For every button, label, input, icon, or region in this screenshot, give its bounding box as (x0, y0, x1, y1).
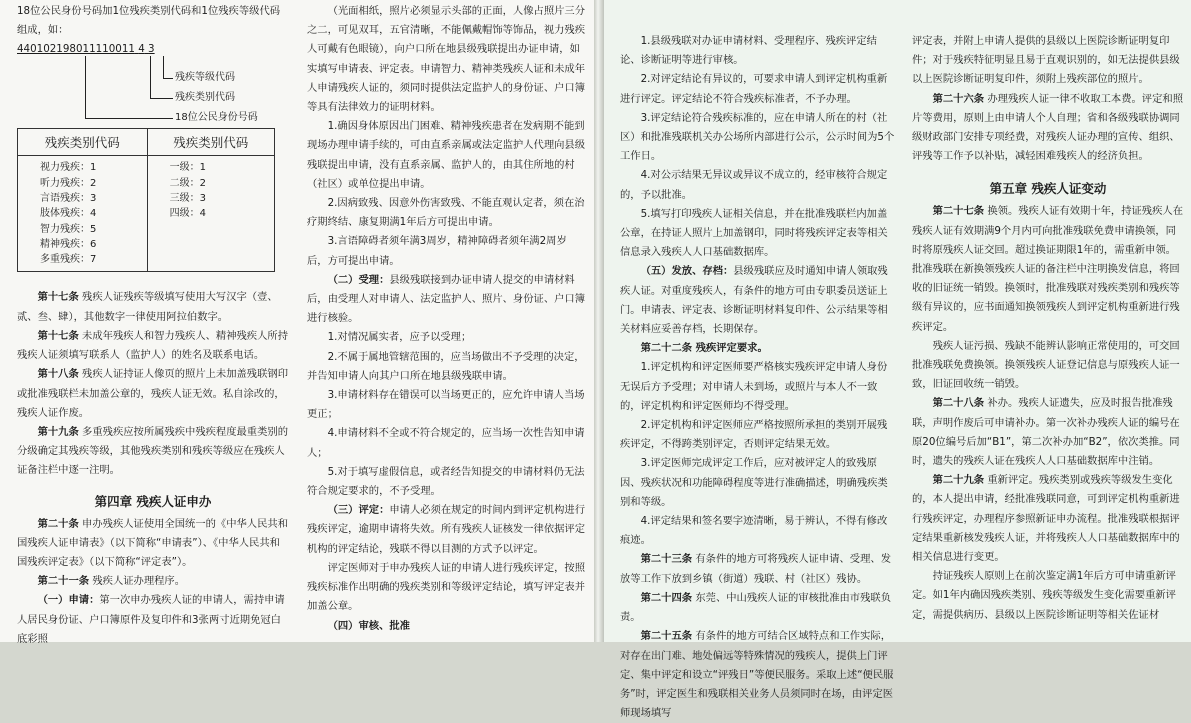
article-17: 第十七条 残疾人证残疾等级填写使用大写汉字（壹、贰、叁、肆），其他数字一律使用阿拉伯数字。 (17, 291, 278, 323)
table-header-category: 残疾类别代码 (18, 129, 148, 156)
accept-item-2: 2.不属于属地管辖范围的，应当场做出不予受理的决定，并告知申请人向其户口所在地县级残联申请。 (307, 350, 585, 382)
article-21: 第二十一条 残疾人证办理程序。 (37, 575, 186, 588)
connector-category (150, 56, 151, 98)
review-item-4: 4.对公示结果无异议或异议不成立的，经审核符合规定的，予以批准。 (620, 169, 888, 201)
apply-item-2: 2.因病致残、因意外伤害致残、不能直观认定者，须在治疗期终结、康复期满1年后方可提出申请。 (307, 197, 585, 229)
issue-section: （五）发放、存档：县级残联应及时通知申请人领取残疾人证。对重度残疾人，有条件的地方可由专职委员送证上门。申请表、评定表、诊断证明材料复印件、公示结果等相关材料应妥善存档，长期保存。 (620, 265, 888, 336)
article-23: 第二十三条 有条件的地方可将残疾人证申请、受理、发放等工作下放到乡镇（街道）残联、村（社区）残协。 (620, 553, 891, 585)
category-table (17, 128, 275, 272)
label-level-code: 残疾等级代码 (175, 72, 235, 84)
category-list: 视力残疾：1 听力残疾：2 言语残疾：3 肢体残疾：4 智力残疾：5 精神残疾：6 多重残疾：7 (40, 162, 97, 266)
apply-section: （一）申请：第一次申办残疾人证的申请人，需持申请人居民身份证、户口簿原件及复印件和3张两寸近期免冠白底彩照 (17, 594, 285, 645)
article-26: 第二十六条 办理残疾人证一律不收取工本费。评定和照片等费用，原则上由申请人个人自理；省和各级残联协调同级财政部门安排专项经费，对残疾人证办理的宣传、组织、评残等工作予以补贴，减轻困难残疾人的经济负担。 (912, 92, 1183, 163)
art22-item-4: 4.评定结果和签名要字迹清晰，易于辨认，不得有修改痕迹。 (620, 515, 888, 547)
accept-item-4: 4.申请材料不全或不符合规定的，应当场一次性告知申请人； (307, 427, 585, 459)
label-id-number: 18位公民身份号码 (175, 112, 258, 124)
article-18: 第十八条 残疾人证持证人像页的照片上未加盖残联钢印或批准残联栏未加盖公章的，残疾人证无效。私自涂改的，残疾人证作废。 (17, 368, 288, 419)
assess-doctor-paragraph: 评定医师对于申办残疾人证的申请人进行残疾评定，按照残疾标准作出明确的残疾类别和等级评定结论，填写评定表并加盖公章。 (307, 561, 586, 613)
review-item-2: 2.对评定结论有异议的，可要求申请人到评定机构重新进行评定。评定结论不符合残疾标准者，不予办理。 (620, 73, 888, 105)
art22-item-2: 2.评定机构和评定医师应严格按照所承担的类别开展残疾评定，不得跨类别评定，否则评定结果无效。 (620, 419, 888, 451)
accept-item-5: 5.对于填写虚假信息，或者经告知提交的申请材料仍无法符合规定要求的，不予受理。 (307, 465, 585, 498)
reissue-paragraph: 残疾人证污损、残缺不能辨认影响正常使用的，可交回批准残联免费换领。换领残疾人证登记信息与原残疾人证一致，旧证回收统一销毁。 (912, 339, 1180, 391)
review-item-3: 3.评定结论符合残疾标准的，应在申请人所在的村（社区）和批准残联机关办公场所内部进行公示，公示时间为5个工作日。 (620, 111, 895, 163)
table-header-level: 残疾类别代码 (147, 129, 274, 156)
art22-item-3: 3.评定医师完成评定工作后，应对被评定人的致残原因、残疾状况和功能障碍程度等进行准确描述，明确残疾类别和等级。 (620, 457, 888, 508)
page-gutter (594, 0, 604, 642)
apply-item-1: 1.确因身体原因出门困难、精神残疾患者在发病期不能到现场办理申请手续的，可由直系亲属或法定监护人代理向县级残联提出申请，没有直系亲属、监护人的，由其住所地的村（社区）或单位提出申请。 (307, 120, 586, 190)
code-example: 440102198011110011 4 3 (17, 43, 155, 56)
left-page (0, 0, 594, 645)
review-item-1: 1.县级残联对办证申请材料、受理程序、残疾评定结论、诊断证明等进行审核。 (620, 35, 877, 67)
art22-item-1: 1.评定机构和评定医师要严格核实残疾评定申请人身份无误后方予受理；对申请人未到场，或照片与本人不一致的，评定机构和评定医师均不得受理。 (620, 361, 888, 412)
connector-id (85, 56, 86, 118)
assess-section: （三）评定：申请人必须在规定的时间内到评定机构进行残疾评定，逾期申请将失效。所有残疾人证核发一律依据评定机构的评定结论，残联不得以目测的方式予以评定。 (307, 504, 586, 555)
art25-continued: 评定表，并附上申请人提供的县级以上医院诊断证明复印件；对于残疾特征明显且易于直观识别的，如无法提供县级以上医院诊断证明复印件，须附上残疾部位的照片。 (912, 35, 1180, 86)
reassess-paragraph: 持证残疾人原则上在前次鉴定满1年后方可申请重新评定。如1年内确因残疾类别、残疾等级发生变化需要重新评定，需提供病历、县级以上医院诊断证明等相关佐证材 (912, 570, 1176, 621)
article-27: 第二十七条 换领。残疾人证有效期十年，持证残疾人在残疾人证有效期满9个月内可向批准残联免费申请换领，同时将原残疾人证交回。超过换证期限1年的，需重新申领。批准残联在新换领残疾人证的备注栏中注明换发信息，将回收的旧证统一销毁。换领时，批准残联对残疾类别和残疾等级有异议的，应书面通知换领残疾人到评定机构重新进行残疾评定。 (912, 205, 1183, 333)
left-column-2 (307, 2, 585, 636)
article-24: 第二十四条 东莞、中山残疾人证的审核批准由市残联负责。 (620, 591, 891, 624)
review-heading: （四）审核、批准 (327, 619, 410, 632)
article-20: 第二十条 申办残疾人证使用全国统一的《中华人民共和国残疾人证申请表》（以下简称“申请表”）、《中华人民共和国残疾评定表》（以下简称“评定表”）。 (17, 517, 288, 568)
article-25: 第二十五条 有条件的地方可结合区域特点和工作实际，对存在出门难、地处偏远等特殊情况的残疾人，提供上门评定、集中评定和设立“评残日”等便民服务。采取上述“便民服务”时，评定医生和残联相关业务人员须同时在场，由评定医师现场填写 (620, 630, 894, 720)
connector-level (163, 56, 164, 78)
article-28: 第二十八条 补办。残疾人证遗失，应及时报告批准残联，声明作废后可申请补办。第一次补办残疾人证的编号在原20位编号后加“B1”，第二次补办加“B2”，依次类推。同时，遗失的残疾人证在残疾人人口基础数据库中注销。 (912, 397, 1180, 468)
right-column-2 (912, 32, 1184, 625)
code-intro: 18位公民身份号码加1位残疾类别代码和1位残疾等级代码组成，如： (17, 5, 281, 37)
article-22: 第二十二条 残疾评定要求。 (640, 342, 768, 355)
level-list: 一级：1 二级：2 三级：3 四级：4 (147, 156, 274, 272)
article-29: 第二十九条 重新评定。残疾类别或残疾等级发生变化的，本人提出申请，经批准残联同意，可到评定机构重新进行残疾评定，办理程序参照新证申办流程。批准残联根据评定结果重新核发残疾人证，并将残疾人人口基础数据库中的相关信息进行变更。 (912, 474, 1180, 564)
accept-item-1: 1.对情况属实者，应予以受理； (327, 331, 472, 344)
article-19: 第十九条 多重残疾应按所属残疾中残疾程度最重类别的分级确定其残疾等级，其他残疾类别和残疾等级应在残疾人证备注栏中逐一注明。 (17, 425, 288, 477)
left-column-1 (17, 2, 289, 649)
label-category-code: 残疾类别代码 (175, 92, 235, 104)
apply-item-3: 3.言语障碍者须年满3周岁，精神障碍者须年满2周岁后，方可提出申请。 (307, 235, 567, 267)
review-item-5: 5.填写打印残疾人证相关信息，并在批准残联栏内加盖公章，在持证人照片上加盖钢印，同时将残疾评定表等相关信息录入残疾人人口基础数据库。 (620, 207, 888, 259)
right-page (604, 0, 1191, 720)
accept-section: （二）受理：县级残联接到办证申请人提交的申请材料后，由受理人对申请人、法定监护人、照片、身份证、户口簿进行核验。 (307, 273, 586, 325)
chapter-4-heading: 第四章 残疾人证申办 (94, 493, 212, 509)
code-diagram (17, 40, 289, 122)
chapter-5-heading: 第五章 残疾人证变动 (989, 181, 1107, 197)
accept-item-3: 3.申请材料存在错误可以当场更正的，应允许申请人当场更正； (307, 389, 585, 421)
article-17b: 第十七条 未成年残疾人和智力残疾人、精神残疾人所持残疾人证须填写联系人（监护人）的姓名及联系电话。 (17, 329, 288, 362)
apply-continued: （光面相纸，照片必须显示头部的正面，人像占照片三分之二，可见双耳，五官清晰，不能佩戴帽饰等饰品，视力残疾人可戴有色眼镜），向户口所在地县级残联提出办证申请，如实填写申请表、评定表。申请智力、精神类残疾人证和未成年人申请残疾人证的，须同时提供法定监护人的身份证、户口簿等具有法律效力的证明材料。 (307, 5, 586, 114)
right-column-1 (620, 32, 895, 723)
